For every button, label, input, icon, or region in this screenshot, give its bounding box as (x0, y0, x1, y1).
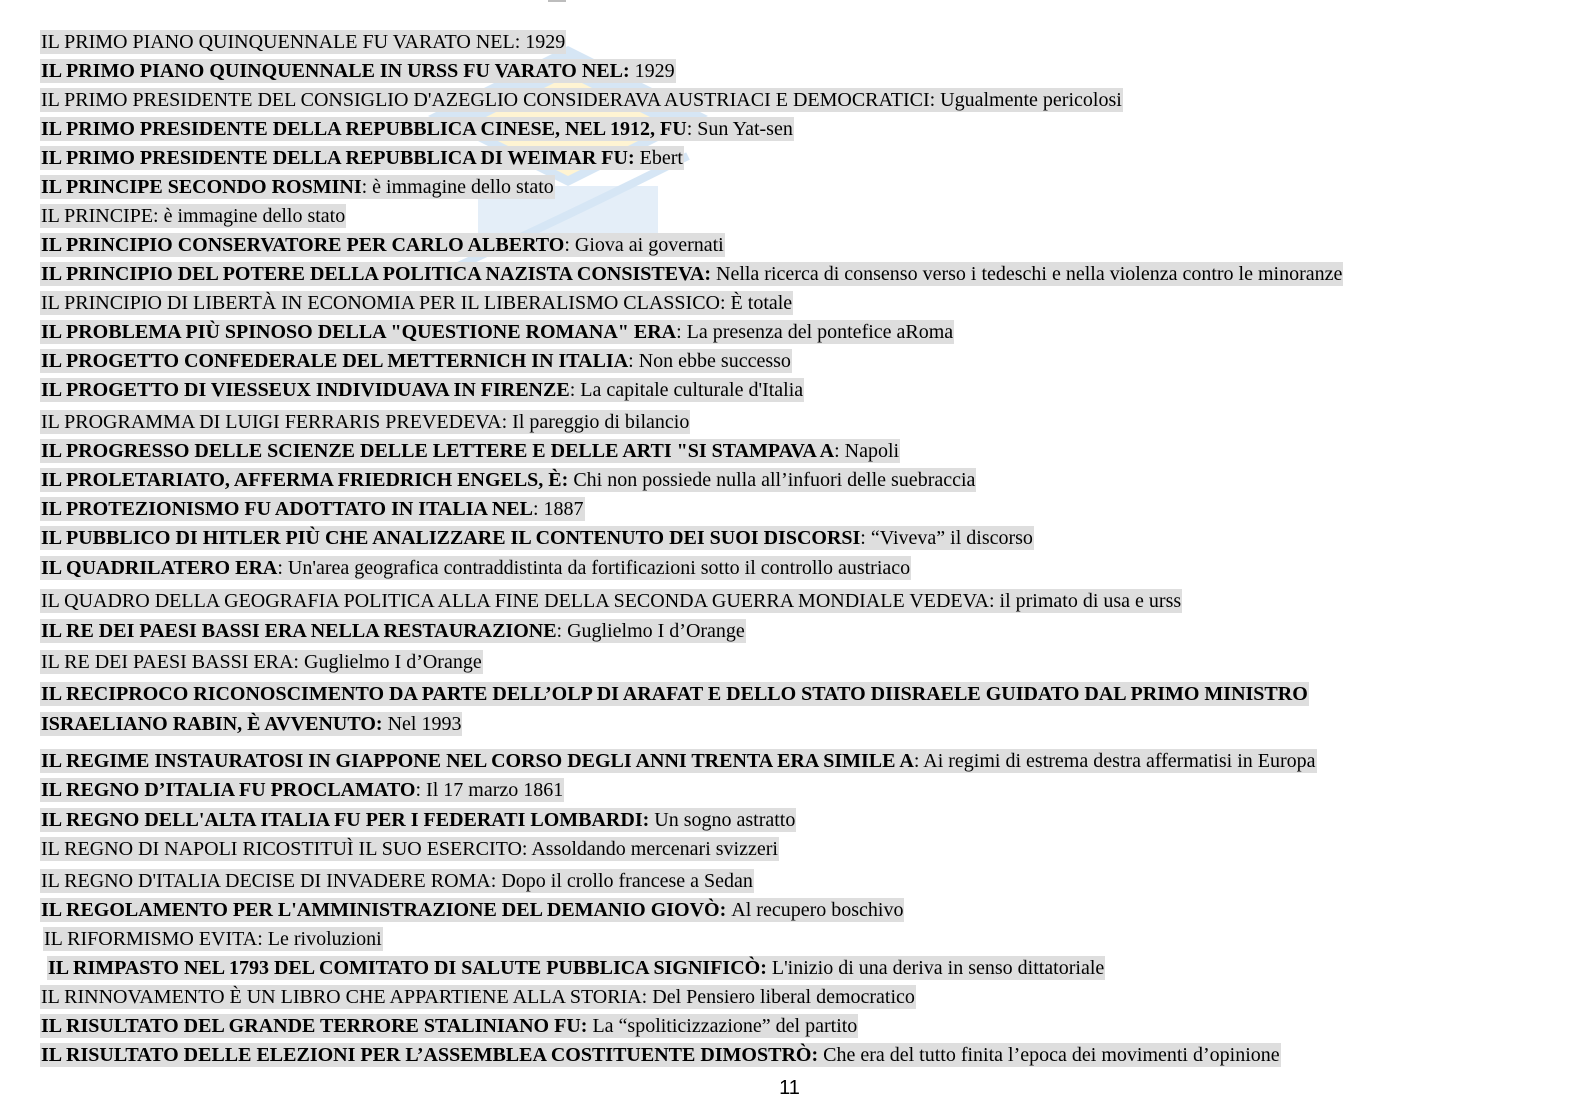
qa-line (40, 985, 916, 1009)
qa-line (40, 175, 555, 199)
answer-text: Nel 1993 (387, 713, 462, 735)
question-text: IL REGNO D’ITALIA FU PROCLAMATO (41, 779, 416, 801)
qa-line (40, 837, 779, 861)
qa-line (40, 59, 676, 83)
question-text: IL PRINCIPIO DI LIBERTÀ IN ECONOMIA PER IL LIBERALISMO CLASSICO: (41, 292, 731, 314)
qa-line (40, 233, 725, 257)
qa-line (40, 88, 1123, 112)
question-text: IL PRINCIPE SECONDO ROSMINI (41, 176, 362, 198)
answer-text: Ugualmente pericolosi (940, 89, 1122, 111)
question-text: IL REGOLAMENTO PER L'AMMINISTRAZIONE DEL DEMANIO GIOVÒ: (41, 899, 732, 921)
qa-line (40, 749, 1317, 773)
qa-line (40, 410, 690, 434)
question-text: IL PROLETARIATO, AFFERMA FRIEDRICH ENGELS, È: (41, 469, 574, 491)
question-text: ISRAELIANO RABIN, È AVVENUTO: (41, 713, 388, 735)
answer-text: Il pareggio di bilancio (512, 411, 690, 433)
question-text: IL PROGETTO CONFEDERALE DEL METTERNICH IN ITALIA (41, 350, 629, 372)
qa-line (47, 956, 1105, 980)
question-text: IL PRIMO PIANO QUINQUENNALE IN URSS FU VARATO NEL: (41, 60, 635, 82)
qa-line (40, 320, 954, 344)
qa-line (40, 117, 794, 141)
answer-text: è immagine dello stato (163, 205, 346, 227)
answer-text: : Napoli (834, 440, 900, 462)
qa-line (40, 291, 793, 315)
answer-text: Del Pensiero liberal democratico (652, 986, 915, 1008)
qa-line (40, 497, 585, 521)
qa-line (40, 898, 904, 922)
question-text: IL QUADRO DELLA GEOGRAFIA POLITICA ALLA FINE DELLA SECONDA GUERRA MONDIALE VEDEVA: (41, 590, 1000, 612)
qa-line (40, 378, 804, 402)
question-text: IL RIMPASTO NEL 1793 DEL COMITATO DI SALUTE PUBBLICA SIGNIFICÒ: (48, 957, 772, 979)
answer-text: 1929 (634, 60, 675, 82)
question-text: IL PROBLEMA PIÙ SPINOSO DELLA "QUESTIONE ROMANA" ERA (41, 321, 677, 343)
question-text: IL RE DEI PAESI BASSI ERA NELLA RESTAURAZIONE (41, 620, 557, 642)
answer-text: Chi non possiede nulla all’infuori delle suebraccia (573, 469, 976, 491)
question-text: IL PRINCIPE: (41, 205, 164, 227)
answer-text: : Sun Yat-sen (686, 118, 793, 140)
answer-text: : Non ebbe successo (628, 350, 791, 372)
answer-text: Le rivoluzioni (267, 928, 382, 950)
qa-line (40, 526, 1034, 550)
answer-text: Nella ricerca di consenso verso i tedeschi e nella violenza contro le minoranze (716, 263, 1343, 285)
answer-text: : Giova ai governati (564, 234, 724, 256)
answer-text: La “spoliticizzazione” del partito (592, 1015, 858, 1037)
question-text: IL RE DEI PAESI BASSI ERA: (41, 651, 304, 673)
question-text: IL REGIME INSTAURATOSI IN GIAPPONE NEL CORSO DEGLI ANNI TRENTA ERA SIMILE A (41, 750, 914, 772)
answer-text: : Guglielmo I d’Orange (556, 620, 745, 642)
qa-line (43, 927, 383, 951)
answer-text: : “Viveva” il discorso (860, 527, 1033, 549)
question-text: IL PRIMO PRESIDENTE DEL CONSIGLIO D'AZEGLIO CONSIDERAVA AUSTRIACI E DEMOCRATICI: (41, 89, 941, 111)
qa-line (40, 349, 792, 373)
question-text: IL REGNO DELL'ALTA ITALIA FU PER I FEDERATI LOMBARDI: (41, 809, 655, 831)
answer-text: : Il 17 marzo 1861 (415, 779, 564, 801)
answer-text: Un sogno astratto (654, 809, 796, 831)
answer-text: Assoldando mercenari svizzeri (531, 838, 778, 860)
question-text: IL PRIMO PRESIDENTE DELLA REPUBBLICA CINESE, NEL 1912, FU (41, 118, 687, 140)
qa-line (40, 1043, 1281, 1067)
qa-line (40, 869, 754, 893)
answer-text: 1929 (525, 31, 566, 53)
answer-text: : La presenza del pontefice aRoma (676, 321, 954, 343)
answer-text: Guglielmo I d’Orange (304, 651, 482, 673)
question-text: IL RECIPROCO RICONOSCIMENTO DA PARTE DELL’OLP DI ARAFAT E DELLO STATO DIISRAELE GUIDATO DAL PRIMO MINISTRO (41, 683, 1308, 705)
qa-line (40, 468, 976, 492)
question-text: IL REGNO DI NAPOLI RICOSTITUÌ IL SUO ESERCITO: (41, 838, 532, 860)
question-text: IL PROGETTO DI VIESSEUX INDIVIDUAVA IN FIRENZE (41, 379, 570, 401)
qa-line (40, 778, 564, 802)
question-text: IL PUBBLICO DI HITLER PIÙ CHE ANALIZZARE IL CONTENUTO DEI SUOI DISCORSI (41, 527, 861, 549)
qa-line (40, 682, 1309, 706)
question-text: IL QUADRILATERO ERA (41, 557, 278, 579)
answer-text: L'inizio di una deriva in senso dittatoriale (771, 957, 1105, 979)
qa-line (40, 619, 746, 643)
answer-text: Al recupero boschivo (731, 899, 904, 921)
answer-text: : Un'area geografica contraddistinta da fortificazioni sotto il controllo austriaco (277, 557, 911, 579)
question-text: IL PRINCIPIO CONSERVATORE PER CARLO ALBERTO (41, 234, 565, 256)
answer-text: : 1887 (532, 498, 584, 520)
question-text: IL RISULTATO DEL GRANDE TERRORE STALINIANO FU: (41, 1015, 593, 1037)
qa-line (40, 146, 684, 170)
question-text: IL PROTEZIONISMO FU ADOTTATO IN ITALIA NEL (41, 498, 533, 520)
qa-line (40, 204, 346, 228)
question-text: IL PROGRAMMA DI LUIGI FERRARIS PREVEDEVA: (41, 411, 513, 433)
answer-text: : La capitale culturale d'Italia (569, 379, 804, 401)
answer-text: È totale (730, 292, 793, 314)
answer-text: Dopo il crollo francese a Sedan (501, 870, 753, 892)
qa-line (40, 30, 566, 54)
question-text: IL REGNO D'ITALIA DECISE DI INVADERE ROMA: (41, 870, 502, 892)
answer-text: : Ai regimi di estrema destra affermatisi in Europa (913, 750, 1316, 772)
question-text: IL RINNOVAMENTO È UN LIBRO CHE APPARTIENE ALLA STORIA: (41, 986, 653, 1008)
qa-line (40, 1014, 858, 1038)
answer-text: Ebert (639, 147, 683, 169)
question-text: IL RIFORMISMO EVITA: (44, 928, 268, 950)
question-text: IL PRIMO PRESIDENTE DELLA REPUBBLICA DI WEIMAR FU: (41, 147, 640, 169)
answer-text: il primato di usa e urss (999, 590, 1182, 612)
qa-line (40, 556, 911, 580)
qa-line (40, 262, 1343, 286)
qa-line (40, 589, 1182, 613)
qa-line (40, 712, 462, 736)
qa-line (40, 650, 483, 674)
qa-line (40, 808, 796, 832)
question-text: IL RISULTATO DELLE ELEZIONI PER L’ASSEMBLEA COSTITUENTE DIMOSTRÒ: (41, 1044, 824, 1066)
qa-line (40, 439, 900, 463)
answer-text: : è immagine dello stato (361, 176, 554, 198)
question-text: IL PRIMO PIANO QUINQUENNALE FU VARATO NEL: (41, 31, 526, 53)
page-number: 11 (779, 1077, 800, 1099)
question-text: IL PROGRESSO DELLE SCIENZE DELLE LETTERE E DELLE ARTI "SI STAMPAVA A (41, 440, 835, 462)
answer-text: Che era del tutto finita l’epoca dei movimenti d’opinione (823, 1044, 1280, 1066)
question-text: IL PRINCIPIO DEL POTERE DELLA POLITICA NAZISTA CONSISTEVA: (41, 263, 716, 285)
